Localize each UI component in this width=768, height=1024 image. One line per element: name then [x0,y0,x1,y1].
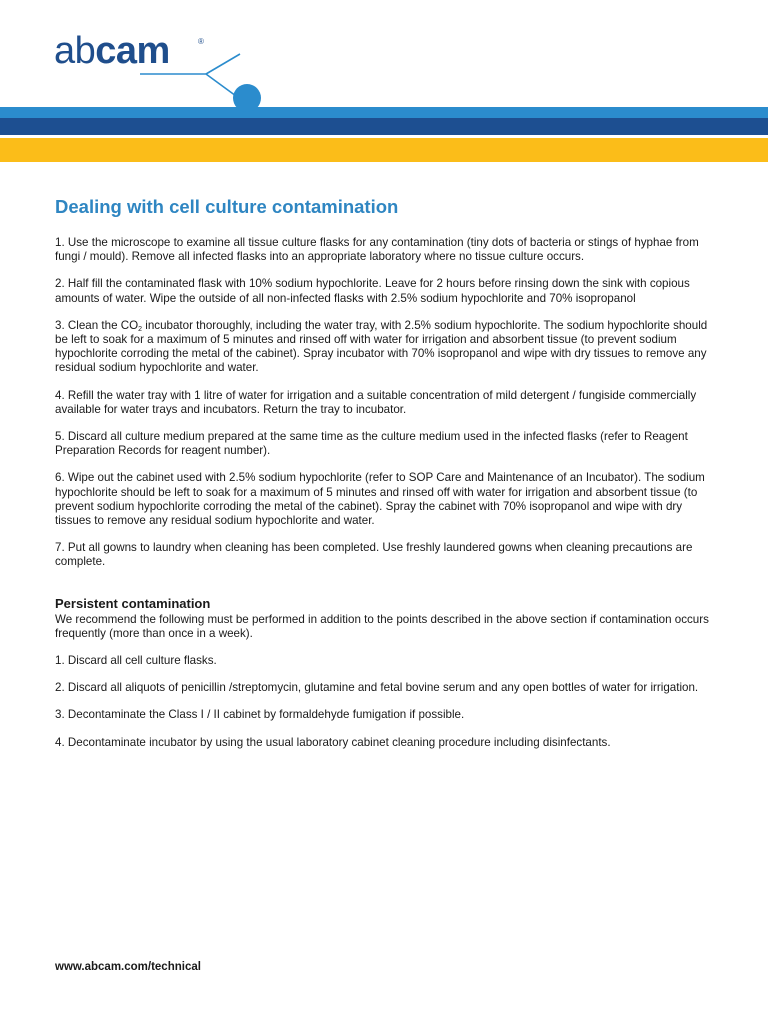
step-6: 6. Wipe out the cabinet used with 2.5% sodium hypochlorite (refer to SOP Care and Maintenance of an Incubator). The sodium hypochlorite should be left to soak for a maximum of 5 minutes and rinsed off with water for irrigation and absorbent tissue (to prevent sodium hypochlorite corroding the metal of the cabinet). Spray the cabinet with 70% isopropanol and wipe with dry tissues to remove any residual sodium hypochlorite and water. [55,471,705,528]
persistent-step-1: 1. Discard all cell culture flasks. [55,654,217,668]
abcam-logo[interactable] [54,32,170,70]
step-3-subscript: 2 [138,325,143,333]
section-heading-persistent: Persistent contamination [55,595,211,611]
logo-text-cam: cam [95,30,170,72]
abcam-logo-mark-icon [0,0,768,160]
step-5: 5. Discard all culture medium prepared at the same time as the culture medium used in the infected flasks (refer to Reagent Preparation Records for reagent number). [55,430,688,458]
step-3-text-start: 3. Clean the CO [55,318,139,332]
persistent-intro: We recommend the following must be performed in addition to the points described in the above section if contamination occurs frequently (more than once in a week). [55,612,709,640]
page-title: Dealing with cell culture contamination [55,196,399,217]
step-4: 4. Refill the water tray with 1 litre of water for irrigation and a suitable concentration of mild detergent / fungiside commercially available for water trays and incubators. Return the tray to incubator. [55,388,697,416]
logo-text-ab: ab [54,30,96,72]
step-2: 2. Half fill the contaminated flask with 10% sodium hypochlorite. Leave for 2 hours before rinsing down the sink with copious amounts of water. Wipe the outside of all non-infected flasks with 2.5% sodium hypochlorite and 70% isopropanol [55,277,690,305]
registered-mark: ® [198,37,204,46]
step-1: 1. Use the microscope to examine all tissue culture flasks for any contamination (tiny dots of bacteria or stings of hyphae from fungi / mould). Remove all infected flasks into an appropriate laboratory where no tissue culture occurs. [55,236,699,264]
header-banner [0,0,768,160]
persistent-step-3: 3. Decontaminate the Class I / II cabinet by formaldehyde fumigation if possible. [55,708,465,722]
footer-link[interactable]: www.abcam.com/technical [55,961,201,973]
document-body [55,196,720,763]
step-3 [55,319,720,376]
step-7: 7. Put all gowns to laundry when cleaning has been completed. Use freshly laundered gowns when cleaning precautions are complete. [55,541,693,569]
persistent-step-4: 4. Decontaminate incubator by using the usual laboratory cabinet cleaning procedure including disinfectants. [55,735,611,749]
persistent-step-2: 2. Discard all aliquots of penicillin /streptomycin, glutamine and fetal bovine serum and any open bottles of water for irrigation. [55,681,699,695]
step-3-text-end: incubator thoroughly, including the water tray, with 2.5% sodium hypochlorite. The sodium hypochlorite should be left to soak for a maximum of 5 minutes and rinsed off with water for irrigation and absorbent tissue (to prevent sodium hypochlorite corroding the metal of the cabinet). Spray incubator with 70% isopropanol and wipe with dry tissues to remove any residual sodium hypochlorite and water. [55,318,708,375]
